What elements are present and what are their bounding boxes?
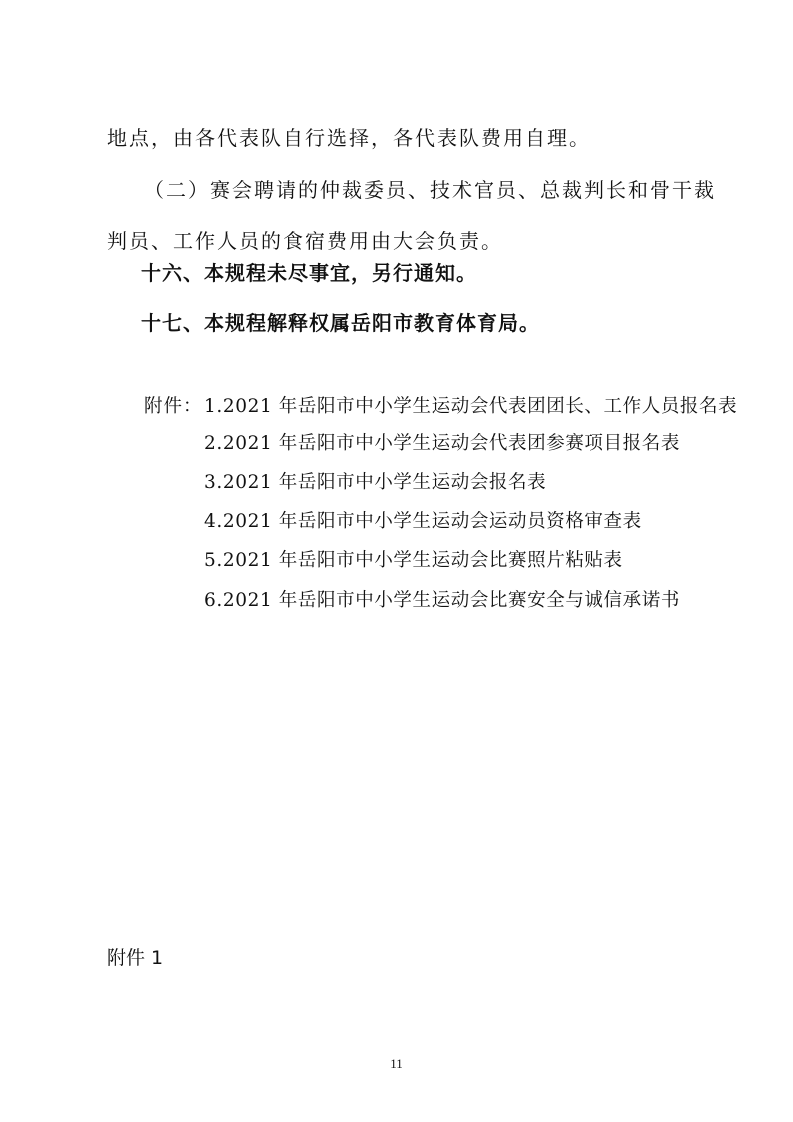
attachment-item-1: 1.2021 年岳阳市中小学生运动会代表团团长、工作人员报名表 <box>204 396 738 417</box>
attachment-item-6: 6.2021 年岳阳市中小学生运动会比赛安全与诚信承诺书 <box>204 590 680 611</box>
annex-heading: 附件 1 <box>107 947 164 969</box>
attachment-item-3: 3.2021 年岳阳市中小学生运动会报名表 <box>204 472 547 493</box>
attachment-item-2: 2.2021 年岳阳市中小学生运动会代表团参赛项目报名表 <box>204 433 680 454</box>
clause-16: 十六、本规程未尽事宜，另行通知。 <box>141 261 477 285</box>
attachments-label: 附件： <box>144 396 203 417</box>
body-line-1: 地点，由各代表队自行选择，各代表队费用自理。 <box>107 126 591 150</box>
body-line-2: （二）赛会聘请的仲裁委员、技术官员、总裁判长和骨干裁 <box>144 178 716 202</box>
body-line-3: 判员、工作人员的食宿费用由大会负责。 <box>107 229 503 253</box>
attachment-item-5: 5.2021 年岳阳市中小学生运动会比赛照片粘贴表 <box>204 550 623 571</box>
attachment-item-4: 4.2021 年岳阳市中小学生运动会运动员资格审查表 <box>204 511 642 532</box>
page-number: 11 <box>390 1056 403 1071</box>
clause-17: 十七、本规程解释权属岳阳市教育体育局。 <box>141 311 540 335</box>
